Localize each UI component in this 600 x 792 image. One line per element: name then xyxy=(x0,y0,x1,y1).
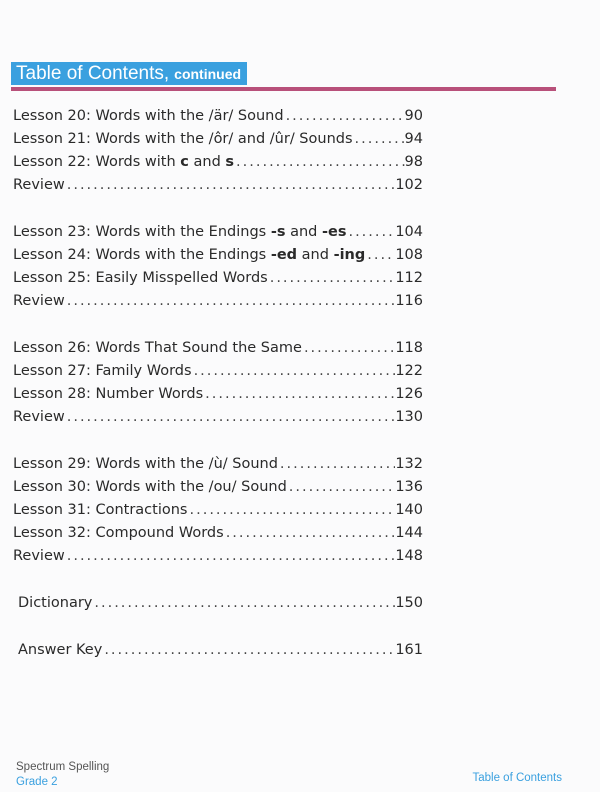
toc-leader-dots xyxy=(302,338,395,358)
toc-leader-dots xyxy=(65,546,396,566)
toc-entry-page: 144 xyxy=(395,525,423,541)
toc-entry[interactable] xyxy=(13,546,423,566)
toc-leader-dots xyxy=(224,523,396,543)
footer-book-title: Spectrum Spelling xyxy=(16,761,110,773)
toc-entry-page: 161 xyxy=(395,642,423,658)
toc-entry-title: Lesson 31: Contractions xyxy=(13,502,188,518)
toc-entry-title: Lesson 20: Words with the /är/ Sound xyxy=(13,108,284,124)
toc-entry-page: 98 xyxy=(404,154,423,170)
toc-entry-title: Lesson 21: Words with the /ôr/ and /ûr/ Sounds xyxy=(13,131,353,147)
toc-entry[interactable] xyxy=(13,245,423,265)
toc-entry-page: 122 xyxy=(395,363,423,379)
footer-book-info xyxy=(16,760,109,790)
toc-entry-title: Review xyxy=(13,409,65,425)
toc-entry-page: 148 xyxy=(395,548,423,564)
toc-entry-title: Lesson 22: Words with c and s xyxy=(13,154,235,170)
toc-leader-dots xyxy=(365,245,395,265)
toc-leader-dots xyxy=(102,640,395,660)
toc-entry-page: 112 xyxy=(395,270,423,286)
toc-entry[interactable] xyxy=(13,291,423,311)
toc-leader-dots xyxy=(268,268,396,288)
toc-entry-page: 104 xyxy=(395,224,423,240)
toc-entry-title: Lesson 27: Family Words xyxy=(13,363,192,379)
toc-entry-title: Lesson 32: Compound Words xyxy=(13,525,224,541)
toc-entry-page: 90 xyxy=(404,108,423,124)
section-subtitle: continued xyxy=(174,66,242,82)
toc-leader-dots xyxy=(203,384,395,404)
toc-entry[interactable] xyxy=(13,523,423,543)
toc-leader-dots xyxy=(353,129,405,149)
toc-entry[interactable] xyxy=(13,454,423,474)
toc-entry[interactable] xyxy=(18,593,423,613)
toc-entry[interactable] xyxy=(13,384,423,404)
toc-entry-page: 140 xyxy=(395,502,423,518)
toc-entry-title: Dictionary xyxy=(18,595,93,611)
toc-leader-dots xyxy=(284,106,405,126)
toc-entry-title: Lesson 23: Words with the Endings -s and -es xyxy=(13,224,347,240)
toc-entry-title: Lesson 26: Words That Sound the Same xyxy=(13,340,302,356)
toc-leader-dots xyxy=(92,593,395,613)
toc-entry-page: 150 xyxy=(395,595,423,611)
toc-entry-page: 94 xyxy=(404,131,423,147)
toc-entry[interactable] xyxy=(13,361,423,381)
toc-entry-title: Review xyxy=(13,293,65,309)
toc-entry-page: 126 xyxy=(395,386,423,402)
toc-leader-dots xyxy=(65,175,396,195)
toc-leader-dots xyxy=(234,152,405,172)
toc-leader-dots xyxy=(346,222,395,242)
toc-entry[interactable] xyxy=(13,152,423,172)
toc-entry-page: 102 xyxy=(395,177,423,193)
toc-entry-title: Lesson 30: Words with the /ou/ Sound xyxy=(13,479,287,495)
toc-entry-page: 116 xyxy=(395,293,423,309)
toc-entry[interactable] xyxy=(13,106,423,126)
toc-entry-title: Lesson 29: Words with the /ù/ Sound xyxy=(13,456,278,472)
toc-entry[interactable] xyxy=(13,500,423,520)
toc-entry-page: 108 xyxy=(395,247,423,263)
toc-entry-page: 118 xyxy=(395,340,423,356)
toc-leader-dots xyxy=(192,361,396,381)
toc-entry[interactable] xyxy=(13,338,423,358)
toc-entry[interactable] xyxy=(18,640,423,660)
footer-section-label: Table of Contents xyxy=(472,772,562,784)
toc-entry-title: Answer Key xyxy=(18,642,103,658)
toc-entry[interactable] xyxy=(13,222,423,242)
footer-grade: Grade 2 xyxy=(16,776,58,788)
toc-leader-dots xyxy=(188,500,396,520)
toc-entry-page: 130 xyxy=(395,409,423,425)
toc-entry[interactable] xyxy=(13,175,423,195)
toc-entry-title: Lesson 25: Easily Misspelled Words xyxy=(13,270,268,286)
toc-leader-dots xyxy=(65,407,396,427)
toc-entry[interactable] xyxy=(13,477,423,497)
section-title: Table of Contents, xyxy=(16,63,170,84)
toc-leader-dots xyxy=(287,477,396,497)
toc-entry[interactable] xyxy=(13,129,423,149)
toc-leader-dots xyxy=(278,454,395,474)
toc-entry-page: 136 xyxy=(395,479,423,495)
toc-entry[interactable] xyxy=(13,268,423,288)
toc-entry-title: Review xyxy=(13,177,65,193)
toc-entry-title: Review xyxy=(13,548,65,564)
toc-leader-dots xyxy=(65,291,396,311)
toc-entry-page: 132 xyxy=(395,456,423,472)
toc-entry-title: Lesson 24: Words with the Endings -ed and -ing xyxy=(13,247,366,263)
toc-entry-title: Lesson 28: Number Words xyxy=(13,386,204,402)
toc-entry[interactable] xyxy=(13,407,423,427)
